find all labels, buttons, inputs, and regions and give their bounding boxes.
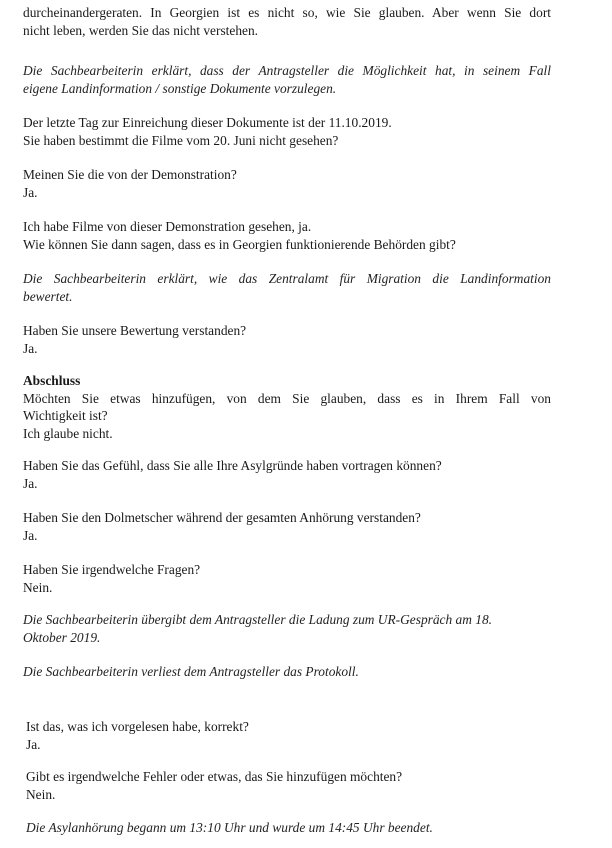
text-line: Ja. [23, 475, 38, 491]
text-line: Haben Sie unsere Bewertung verstanden? [23, 323, 247, 338]
text-line: Haben Sie irgendwelche Fragen? [23, 562, 201, 577]
text-line: Der letzte Tag zur Einreichung dieser Dokumente ist der 11.10.2019. [23, 115, 392, 130]
note-protocol [23, 663, 359, 681]
note-line: bewertet. [23, 288, 73, 304]
paragraph-asylum-reasons [23, 457, 442, 492]
paragraph-films [23, 218, 456, 253]
paragraph-understood [23, 322, 246, 357]
text-line: Gibt es irgendwelche Fehler oder etwas, das Sie hinzufügen möchten? [26, 769, 403, 784]
section-heading: Abschluss [23, 373, 81, 388]
text-line: Ist das, was ich vorgelesen habe, korrekt? [26, 719, 249, 734]
note-hearing-time [26, 819, 433, 837]
text-line: Ich glaube nicht. [23, 425, 113, 441]
note-line: Die Sachbearbeiterin verliest dem Antragsteller das Protokoll. [23, 664, 359, 679]
paragraph-demonstration [23, 166, 237, 201]
note-line: Die Sachbearbeiterin übergibt dem Antragsteller die Ladung zum UR-Gespräch am 18. [23, 612, 492, 627]
section-abschluss [23, 372, 551, 442]
note-landinformation [23, 62, 551, 97]
note-summons [23, 611, 492, 646]
text-line: Ja. [23, 340, 38, 356]
text-line: nicht leben, werden Sie das nicht verstehen. [23, 22, 259, 38]
text-line: Ich habe Filme von dieser Demonstration gesehen, ja. [23, 219, 312, 234]
note-line: Oktober 2019. [23, 629, 101, 645]
text-line: Haben Sie das Gefühl, dass Sie alle Ihre Asylgründe haben vortragen können? [23, 458, 442, 473]
note-line: Die Sachbearbeiterin erklärt, wie das Zentralamt für Migration die Landinformation [23, 271, 551, 286]
text-line: Ja. [26, 736, 41, 752]
text-line: Ja. [23, 184, 38, 200]
text-line: Wichtigkeit ist? [23, 408, 108, 424]
text-line: Meinen Sie die von der Demonstration? [23, 167, 237, 182]
paragraph-correct [26, 718, 249, 753]
text-line: Nein. [26, 786, 56, 802]
text-line: Haben Sie den Dolmetscher während der gesamten Anhörung verstanden? [23, 510, 421, 525]
paragraph-questions [23, 561, 200, 596]
note-line: Die Sachbearbeiterin erklärt, dass der Antragsteller die Möglichkeit hat, in seinem Fall [23, 63, 551, 78]
text-line: Wie können Sie dann sagen, dass es in Georgien funktionierende Behörden gibt? [23, 236, 456, 252]
paragraph-interpreter [23, 509, 421, 544]
paragraph-errors [26, 768, 402, 803]
paragraph-statement [23, 4, 551, 39]
text-line: Ja. [23, 527, 38, 543]
note-line: Die Asylanhörung begann um 13:10 Uhr und wurde um 14:45 Uhr beendet. [26, 820, 433, 835]
note-line: eigene Landinformation / sonstige Dokumente vorzulegen. [23, 80, 337, 96]
text-line: Sie haben bestimmt die Filme vom 20. Juni nicht gesehen? [23, 132, 339, 148]
text-line: Nein. [23, 579, 53, 595]
text-line: durcheinandergeraten. In Georgien ist es nicht so, wie Sie glauben. Aber wenn Sie dort [23, 5, 551, 20]
text-line: Möchten Sie etwas hinzufügen, von dem Sie glauben, dass es in Ihrem Fall von [23, 390, 551, 406]
note-evaluation [23, 270, 551, 305]
paragraph-deadline [23, 114, 392, 149]
